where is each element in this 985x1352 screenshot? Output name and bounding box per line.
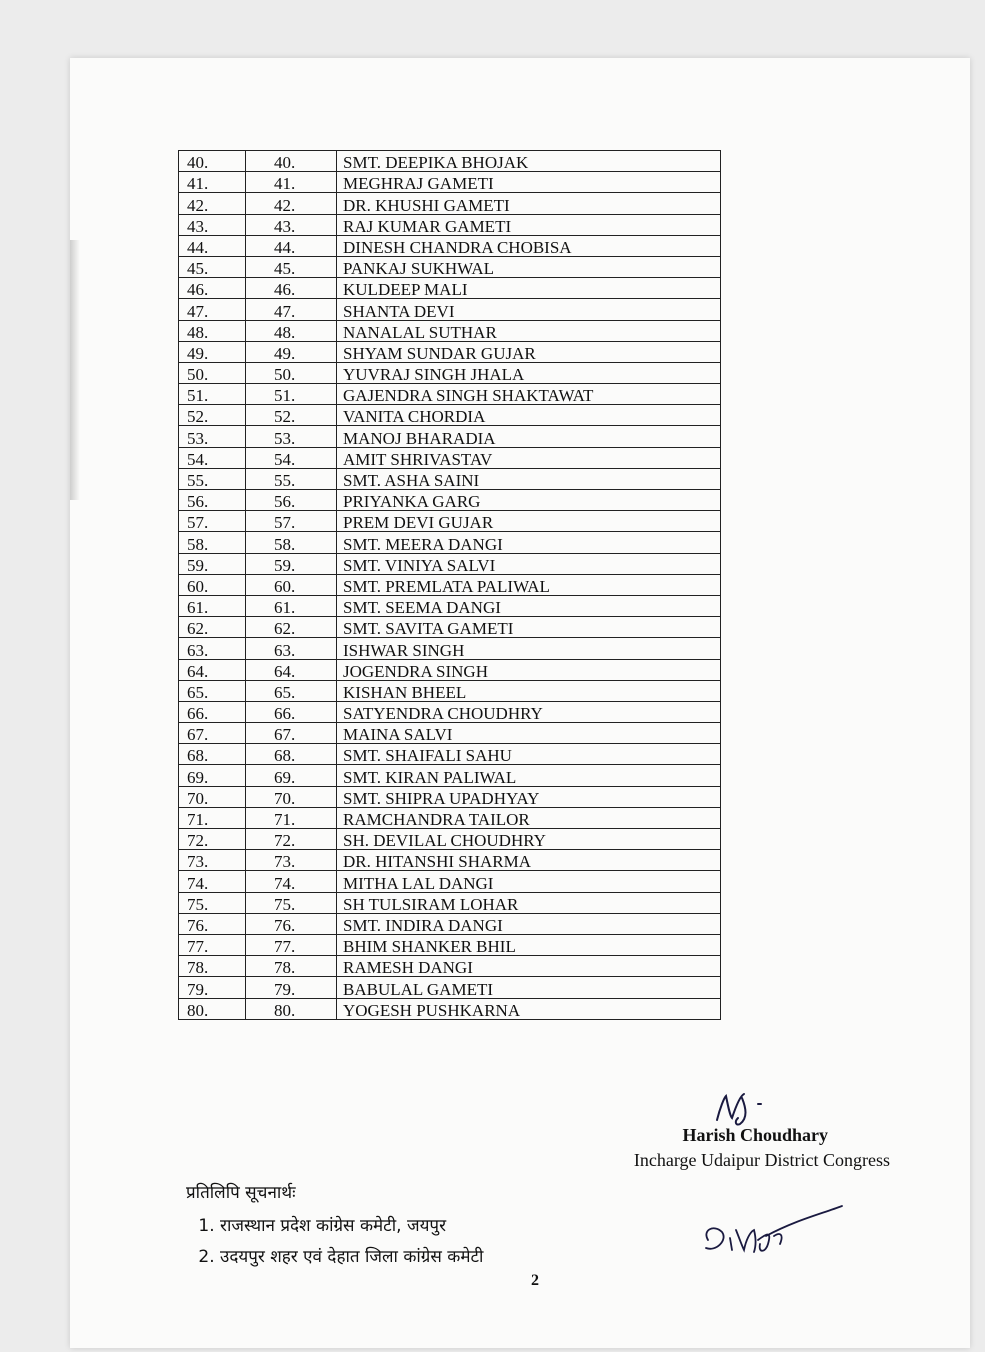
serial-number-cell: 74. <box>179 871 246 892</box>
member-name-cell: MANOJ BHARADIA <box>337 426 721 447</box>
serial-number-cell: 73. <box>179 850 246 871</box>
table-row <box>179 892 721 913</box>
serial-number-cell: 58. <box>179 532 246 553</box>
table-row <box>179 956 721 977</box>
member-name-cell: SH TULSIRAM LOHAR <box>337 892 721 913</box>
member-number-cell: 69. <box>246 765 337 786</box>
serial-number-cell: 51. <box>179 384 246 405</box>
table-row <box>179 193 721 214</box>
table-row <box>179 913 721 934</box>
serial-number-cell: 49. <box>179 341 246 362</box>
table-row <box>179 278 721 299</box>
page-edge-shadow <box>70 240 80 500</box>
member-number-cell: 75. <box>246 892 337 913</box>
member-name-cell: AMIT SHRIVASTAV <box>337 447 721 468</box>
serial-number-cell: 78. <box>179 956 246 977</box>
serial-number-cell: 60. <box>179 574 246 595</box>
member-name-cell: SMT. SHAIFALI SAHU <box>337 744 721 765</box>
member-number-cell: 49. <box>246 341 337 362</box>
table-row <box>179 320 721 341</box>
member-number-cell: 50. <box>246 362 337 383</box>
member-number-cell: 73. <box>246 850 337 871</box>
member-number-cell: 56. <box>246 490 337 511</box>
table-row <box>179 744 721 765</box>
table-row <box>179 786 721 807</box>
table-row <box>179 977 721 998</box>
member-name-cell: PREM DEVI GUJAR <box>337 511 721 532</box>
page-number: 2 <box>531 1272 539 1289</box>
member-number-cell: 65. <box>246 680 337 701</box>
serial-number-cell: 46. <box>179 278 246 299</box>
member-number-cell: 62. <box>246 617 337 638</box>
member-number-cell: 58. <box>246 532 337 553</box>
table-row <box>179 998 721 1019</box>
member-name-cell: SMT. MEERA DANGI <box>337 532 721 553</box>
member-number-cell: 67. <box>246 723 337 744</box>
member-name-cell: JOGENDRA SINGH <box>337 659 721 680</box>
member-name-cell: DINESH CHANDRA CHOBISA <box>337 235 721 256</box>
serial-number-cell: 55. <box>179 468 246 489</box>
serial-number-cell: 47. <box>179 299 246 320</box>
table-row <box>179 723 721 744</box>
serial-number-cell: 53. <box>179 426 246 447</box>
member-name-cell: MEGHRAJ GAMETI <box>337 172 721 193</box>
table-row <box>179 934 721 955</box>
member-name-cell: SMT. SHIPRA UPADHYAY <box>337 786 721 807</box>
member-number-cell: 60. <box>246 574 337 595</box>
second-signature <box>696 1200 846 1270</box>
member-name-cell: SMT. DEEPIKA BHOJAK <box>337 151 721 172</box>
member-name-cell: PRIYANKA GARG <box>337 490 721 511</box>
table-row <box>179 214 721 235</box>
member-name-cell: VANITA CHORDIA <box>337 405 721 426</box>
member-name-cell: SATYENDRA CHOUDHRY <box>337 701 721 722</box>
member-number-cell: 48. <box>246 320 337 341</box>
member-name-cell: SHANTA DEVI <box>337 299 721 320</box>
table-row <box>179 490 721 511</box>
serial-number-cell: 50. <box>179 362 246 383</box>
member-list-body <box>179 151 721 1020</box>
member-name-cell: DR. HITANSHI SHARMA <box>337 850 721 871</box>
member-name-cell: SMT. ASHA SAINI <box>337 468 721 489</box>
serial-number-cell: 76. <box>179 913 246 934</box>
signer-role: Incharge Udaipur District Congress <box>633 1150 890 1170</box>
member-number-cell: 68. <box>246 744 337 765</box>
member-name-cell: YUVRAJ SINGH JHALA <box>337 362 721 383</box>
table-row <box>179 659 721 680</box>
table-row <box>179 829 721 850</box>
member-name-cell: SMT. KIRAN PALIWAL <box>337 765 721 786</box>
serial-number-cell: 52. <box>179 405 246 426</box>
table-row <box>179 384 721 405</box>
serial-number-cell: 44. <box>179 235 246 256</box>
member-name-cell: YOGESH PUSHKARNA <box>337 998 721 1019</box>
table-row <box>179 574 721 595</box>
signature-harish-choudhary <box>712 1088 782 1128</box>
member-name-cell: SMT. VINIYA SALVI <box>337 553 721 574</box>
copy-to-heading: प्रतिलिपि सूचनार्थः <box>186 1183 296 1203</box>
serial-number-cell: 67. <box>179 723 246 744</box>
member-name-cell: SMT. PREMLATA PALIWAL <box>337 574 721 595</box>
member-number-cell: 78. <box>246 956 337 977</box>
member-number-cell: 57. <box>246 511 337 532</box>
signer-block <box>560 1125 890 1171</box>
member-name-cell: ISHWAR SINGH <box>337 638 721 659</box>
table-row <box>179 617 721 638</box>
member-number-cell: 43. <box>246 214 337 235</box>
serial-number-cell: 56. <box>179 490 246 511</box>
serial-number-cell: 72. <box>179 829 246 850</box>
member-name-cell: MAINA SALVI <box>337 723 721 744</box>
serial-number-cell: 63. <box>179 638 246 659</box>
serial-number-cell: 45. <box>179 256 246 277</box>
serial-number-cell: 57. <box>179 511 246 532</box>
table-row <box>179 680 721 701</box>
member-name-cell: RAJ KUMAR GAMETI <box>337 214 721 235</box>
member-number-cell: 79. <box>246 977 337 998</box>
copy-to-item: 2. उदयपुर शहर एवं देहात जिला कांग्रेस कमेटी <box>220 1244 483 1267</box>
member-name-cell: DR. KHUSHI GAMETI <box>337 193 721 214</box>
serial-number-cell: 59. <box>179 553 246 574</box>
serial-number-cell: 48. <box>179 320 246 341</box>
member-number-cell: 72. <box>246 829 337 850</box>
table-row <box>179 638 721 659</box>
table-row <box>179 405 721 426</box>
member-name-cell: SHYAM SUNDAR GUJAR <box>337 341 721 362</box>
member-number-cell: 45. <box>246 256 337 277</box>
serial-number-cell: 64. <box>179 659 246 680</box>
serial-number-cell: 79. <box>179 977 246 998</box>
member-name-cell: KULDEEP MALI <box>337 278 721 299</box>
serial-number-cell: 75. <box>179 892 246 913</box>
member-number-cell: 55. <box>246 468 337 489</box>
table-row <box>179 299 721 320</box>
member-list-table <box>178 150 721 1020</box>
member-number-cell: 52. <box>246 405 337 426</box>
member-name-cell: RAMCHANDRA TAILOR <box>337 807 721 828</box>
member-number-cell: 74. <box>246 871 337 892</box>
member-number-cell: 80. <box>246 998 337 1019</box>
table-row <box>179 468 721 489</box>
serial-number-cell: 61. <box>179 595 246 616</box>
copy-to-section <box>186 1180 483 1275</box>
member-name-cell: KISHAN BHEEL <box>337 680 721 701</box>
serial-number-cell: 68. <box>179 744 246 765</box>
table-row <box>179 256 721 277</box>
member-name-cell: BHIM SHANKER BHIL <box>337 934 721 955</box>
member-number-cell: 77. <box>246 934 337 955</box>
serial-number-cell: 65. <box>179 680 246 701</box>
member-number-cell: 42. <box>246 193 337 214</box>
table-row <box>179 172 721 193</box>
table-row <box>179 447 721 468</box>
member-number-cell: 53. <box>246 426 337 447</box>
table-row <box>179 532 721 553</box>
table-row <box>179 871 721 892</box>
table-row <box>179 850 721 871</box>
member-number-cell: 63. <box>246 638 337 659</box>
copy-to-list <box>200 1213 483 1267</box>
table-row <box>179 807 721 828</box>
member-number-cell: 70. <box>246 786 337 807</box>
member-name-cell: SH. DEVILAL CHOUDHRY <box>337 829 721 850</box>
table-row <box>179 765 721 786</box>
member-number-cell: 46. <box>246 278 337 299</box>
serial-number-cell: 80. <box>179 998 246 1019</box>
table-row <box>179 426 721 447</box>
member-number-cell: 64. <box>246 659 337 680</box>
member-name-cell: PANKAJ SUKHWAL <box>337 256 721 277</box>
table-row <box>179 341 721 362</box>
table-row <box>179 553 721 574</box>
member-number-cell: 40. <box>246 151 337 172</box>
member-number-cell: 47. <box>246 299 337 320</box>
member-number-cell: 54. <box>246 447 337 468</box>
serial-number-cell: 42. <box>179 193 246 214</box>
serial-number-cell: 66. <box>179 701 246 722</box>
serial-number-cell: 54. <box>179 447 246 468</box>
table-row <box>179 701 721 722</box>
serial-number-cell: 43. <box>179 214 246 235</box>
serial-number-cell: 71. <box>179 807 246 828</box>
table-row <box>179 235 721 256</box>
member-number-cell: 76. <box>246 913 337 934</box>
member-name-cell: SMT. SAVITA GAMETI <box>337 617 721 638</box>
serial-number-cell: 62. <box>179 617 246 638</box>
member-name-cell: NANALAL SUTHAR <box>337 320 721 341</box>
serial-number-cell: 69. <box>179 765 246 786</box>
serial-number-cell: 40. <box>179 151 246 172</box>
member-name-cell: SMT. INDIRA DANGI <box>337 913 721 934</box>
signer-name: Harish Choudhary <box>682 1125 828 1145</box>
member-number-cell: 41. <box>246 172 337 193</box>
member-number-cell: 61. <box>246 595 337 616</box>
member-number-cell: 59. <box>246 553 337 574</box>
table-row <box>179 362 721 383</box>
member-name-cell: GAJENDRA SINGH SHAKTAWAT <box>337 384 721 405</box>
table-row <box>179 151 721 172</box>
member-name-cell: BABULAL GAMETI <box>337 977 721 998</box>
copy-to-item: 1. राजस्थान प्रदेश कांग्रेस कमेटी, जयपुर <box>220 1213 483 1236</box>
serial-number-cell: 70. <box>179 786 246 807</box>
member-number-cell: 44. <box>246 235 337 256</box>
member-name-cell: MITHA LAL DANGI <box>337 871 721 892</box>
member-name-cell: SMT. SEEMA DANGI <box>337 595 721 616</box>
serial-number-cell: 77. <box>179 934 246 955</box>
table-row <box>179 595 721 616</box>
member-number-cell: 71. <box>246 807 337 828</box>
member-name-cell: RAMESH DANGI <box>337 956 721 977</box>
table-row <box>179 511 721 532</box>
member-number-cell: 66. <box>246 701 337 722</box>
member-number-cell: 51. <box>246 384 337 405</box>
serial-number-cell: 41. <box>179 172 246 193</box>
